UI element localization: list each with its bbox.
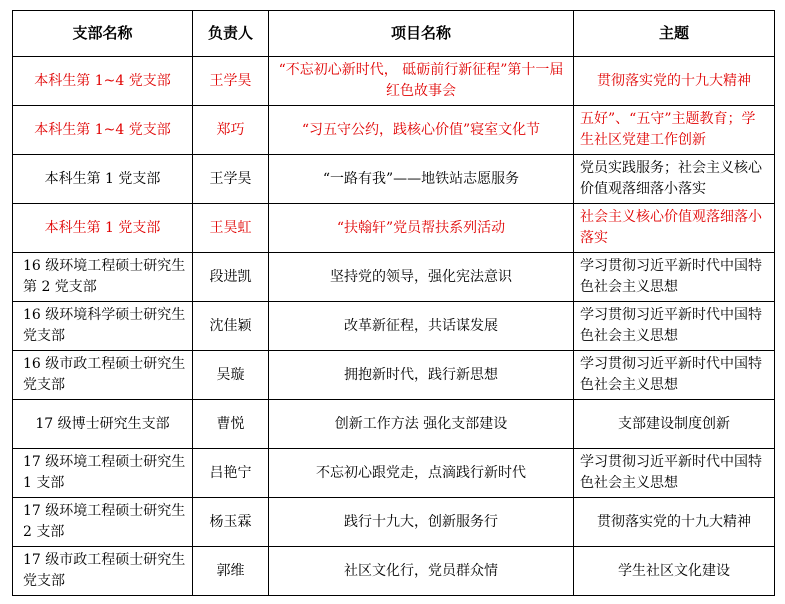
- header-row: [13, 11, 775, 57]
- branch-cell: 本科生第 1~4 党支部: [13, 57, 193, 106]
- branch-cell: 17 级博士研究生支部: [13, 400, 193, 449]
- leader-cell: 王昊虹: [193, 204, 269, 253]
- project-cell: 不忘初心跟党走，点滴践行新时代: [269, 449, 574, 498]
- branch-cell: 本科生第 1~4 党支部: [13, 106, 193, 155]
- leader-cell: 吴璇: [193, 351, 269, 400]
- theme-cell: 贯彻落实党的十九大精神: [574, 498, 775, 547]
- theme-cell: 支部建设制度创新: [574, 400, 775, 449]
- project-cell: “扶翰轩”党员帮扶系列活动: [269, 204, 574, 253]
- branch-cell: 16 级环境工程硕士研究生第 2 党支部: [13, 253, 193, 302]
- header-leader: 负责人: [193, 11, 269, 57]
- theme-cell: 学生社区文化建设: [574, 547, 775, 596]
- table-row: [13, 155, 775, 204]
- table-row: [13, 498, 775, 547]
- theme-cell: 贯彻落实党的十九大精神: [574, 57, 775, 106]
- project-cell: 践行十九大，创新服务行: [269, 498, 574, 547]
- project-cell: 社区文化行，党员群众情: [269, 547, 574, 596]
- theme-cell: 学习贯彻习近平新时代中国特色社会主义思想: [574, 449, 775, 498]
- table-row: [13, 302, 775, 351]
- leader-cell: 郑巧: [193, 106, 269, 155]
- leader-cell: 段进凯: [193, 253, 269, 302]
- table-row: [13, 400, 775, 449]
- table-row: [13, 351, 775, 400]
- branch-cell: 本科生第 1 党支部: [13, 155, 193, 204]
- branch-cell: 17 级市政工程硕士研究生党支部: [13, 547, 193, 596]
- leader-cell: 杨玉霖: [193, 498, 269, 547]
- theme-cell: 学习贯彻习近平新时代中国特色社会主义思想: [574, 302, 775, 351]
- header-project: 项目名称: [269, 11, 574, 57]
- leader-cell: 吕艳宁: [193, 449, 269, 498]
- table-row: [13, 57, 775, 106]
- project-cell: 坚持党的领导，强化宪法意识: [269, 253, 574, 302]
- branch-cell: 本科生第 1 党支部: [13, 204, 193, 253]
- header-theme: 主题: [574, 11, 775, 57]
- leader-cell: 郭维: [193, 547, 269, 596]
- branch-cell: 17 级环境工程硕士研究生 1 支部: [13, 449, 193, 498]
- theme-cell: 学习贯彻习近平新时代中国特色社会主义思想: [574, 253, 775, 302]
- theme-cell: 党员实践服务；社会主义核心价值观落细落小落实: [574, 155, 775, 204]
- project-cell: “一路有我”——地铁站志愿服务: [269, 155, 574, 204]
- leader-cell: 曹悦: [193, 400, 269, 449]
- table-row: [13, 253, 775, 302]
- leader-cell: 王学昊: [193, 57, 269, 106]
- branch-cell: 16 级市政工程硕士研究生党支部: [13, 351, 193, 400]
- project-cell: “不忘初心新时代， 砥砺前行新征程”第十一届红色故事会: [269, 57, 574, 106]
- theme-cell: 五好”、“五守”主题教育；学生社区党建工作创新: [574, 106, 775, 155]
- table-row: [13, 106, 775, 155]
- theme-cell: 学习贯彻习近平新时代中国特色社会主义思想: [574, 351, 775, 400]
- project-cell: 拥抱新时代，践行新思想: [269, 351, 574, 400]
- project-cell: 改革新征程，共话谋发展: [269, 302, 574, 351]
- project-cell: 创新工作方法 强化支部建设: [269, 400, 574, 449]
- theme-cell: 社会主义核心价值观落细落小落实: [574, 204, 775, 253]
- leader-cell: 沈佳颖: [193, 302, 269, 351]
- table-row: [13, 204, 775, 253]
- leader-cell: 王学昊: [193, 155, 269, 204]
- table-row: [13, 449, 775, 498]
- project-cell: “习五守公约，践核心价值”寝室文化节: [269, 106, 574, 155]
- table-row: [13, 547, 775, 596]
- branch-cell: 17 级环境工程硕士研究生 2 支部: [13, 498, 193, 547]
- header-branch: 支部名称: [13, 11, 193, 57]
- projects-table: [12, 10, 775, 596]
- branch-cell: 16 级环境科学硕士研究生党支部: [13, 302, 193, 351]
